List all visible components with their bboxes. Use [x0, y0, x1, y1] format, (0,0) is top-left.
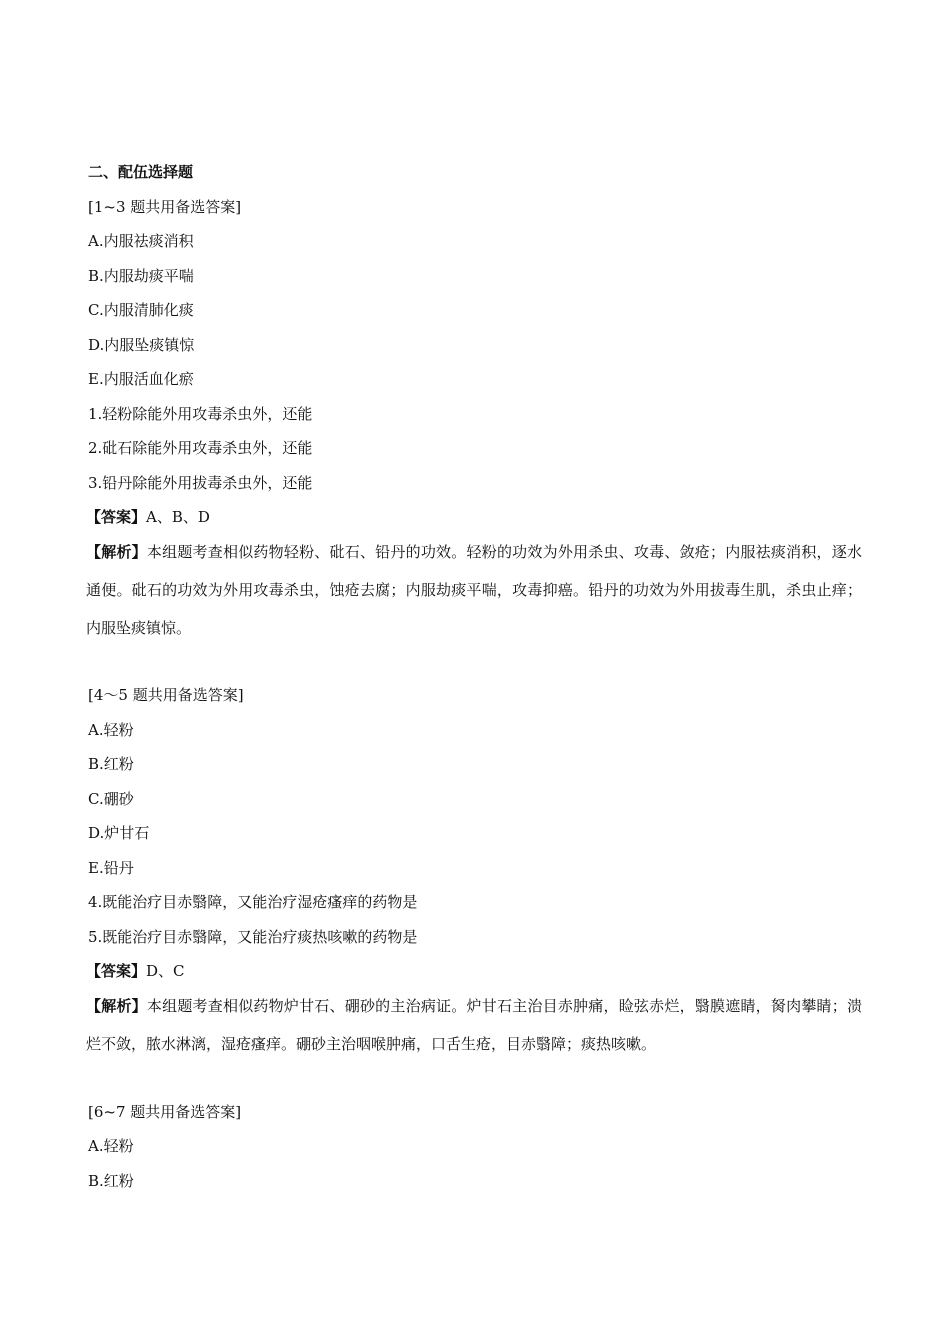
question-item: 1.轻粉除能外用攻毒杀虫外，还能 — [88, 405, 313, 423]
option-item: D.内服坠痰镇惊 — [88, 336, 195, 354]
answer-line — [86, 961, 185, 981]
group-header: [1~3 题共用备选答案] — [88, 198, 242, 216]
group-header: [4～5 题共用备选答案] — [88, 686, 244, 704]
question-item: 5.既能治疗目赤翳障，又能治疗痰热咳嗽的药物是 — [88, 928, 418, 946]
option-item: B.红粉 — [88, 755, 134, 773]
option-item: A.轻粉 — [88, 1137, 134, 1155]
answer-line — [86, 507, 210, 527]
analysis-tag: 【解析】 — [86, 543, 147, 561]
question-item: 2.砒石除能外用攻毒杀虫外，还能 — [88, 439, 313, 457]
option-item: C.内服清肺化痰 — [88, 301, 194, 319]
option-item: B.红粉 — [88, 1172, 134, 1190]
analysis-text: 本组题考查相似药物炉甘石、硼砂的主治病证。炉甘石主治目赤肿痛，睑弦赤烂，翳膜遮睛，胬肉攀睛；溃烂不敛，脓水淋漓，湿疮瘙痒。硼砂主治咽喉肿痛，口舌生疮，目赤翳障；痰热咳嗽。 — [86, 997, 862, 1053]
question-item: 3.铅丹除能外用拔毒杀虫外，还能 — [88, 474, 313, 492]
group-header: [6~7 题共用备选答案] — [88, 1103, 242, 1121]
analysis-paragraph — [86, 987, 862, 1063]
section-title: 二、配伍选择题 — [88, 163, 194, 181]
analysis-text: 本组题考查相似药物轻粉、砒石、铅丹的功效。轻粉的功效为外用杀虫、攻毒、敛疮；内服祛痰消积，逐水通便。砒石的功效为外用攻毒杀虫，蚀疮去腐；内服劫痰平喘，攻毒抑癌。铅丹的功效为外用拔毒生肌，杀虫止痒；内服坠痰镇惊。 — [86, 543, 862, 637]
option-item: C.硼砂 — [88, 790, 134, 808]
analysis-paragraph — [86, 533, 862, 647]
option-item: A.内服祛痰消积 — [88, 232, 194, 250]
option-item: D.炉甘石 — [88, 824, 150, 842]
answer-value: D、C — [146, 962, 185, 980]
option-item: B.内服劫痰平喘 — [88, 267, 194, 285]
analysis-tag: 【解析】 — [86, 997, 147, 1015]
question-item: 4.既能治疗目赤翳障，又能治疗湿疮瘙痒的药物是 — [88, 893, 418, 911]
answer-tag: 【答案】 — [86, 962, 147, 980]
option-item: E.铅丹 — [88, 859, 134, 877]
option-item: E.内服活血化瘀 — [88, 370, 194, 388]
option-item: A.轻粉 — [88, 721, 134, 739]
answer-value: A、B、D — [146, 508, 210, 526]
answer-tag: 【答案】 — [86, 508, 147, 526]
